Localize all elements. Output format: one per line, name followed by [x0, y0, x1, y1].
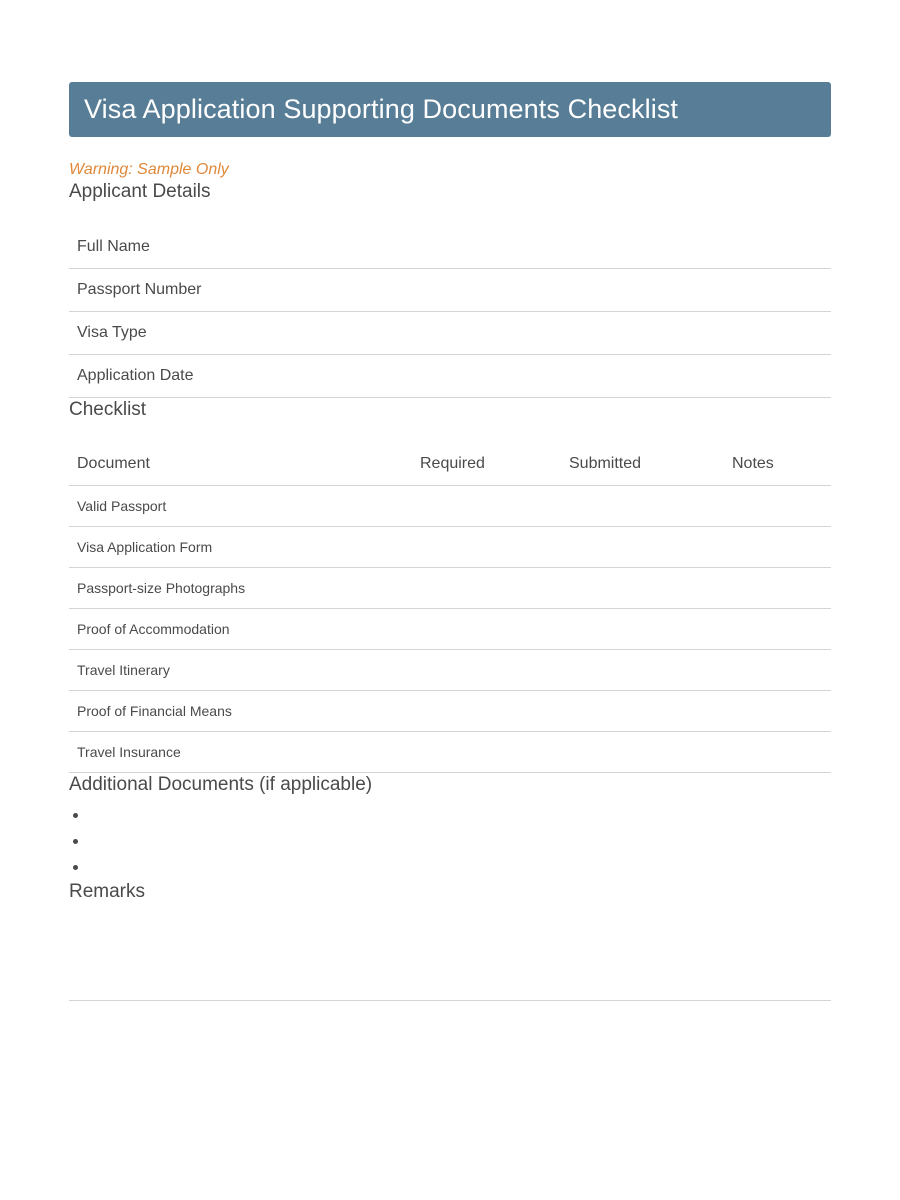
document-cell: Proof of Accommodation [69, 609, 412, 650]
document-cell: Proof of Financial Means [69, 691, 412, 732]
notes-cell [724, 609, 831, 650]
table-row [69, 691, 831, 732]
remarks-area [69, 1000, 831, 1001]
required-cell [412, 609, 561, 650]
additional-documents-heading: Additional Documents (if applicable) [69, 774, 373, 795]
detail-row-application-date [69, 355, 831, 398]
list-item [69, 828, 831, 854]
detail-row-full-name [69, 226, 831, 269]
detail-row-passport-number [69, 269, 831, 312]
detail-label: Application Date [77, 367, 194, 384]
notes-cell [724, 650, 831, 691]
submitted-cell [561, 732, 724, 773]
required-cell [412, 691, 561, 732]
document-cell: Travel Itinerary [69, 650, 412, 691]
list-item [69, 802, 831, 828]
column-header-document: Document [69, 443, 412, 486]
list-item [69, 854, 831, 880]
submitted-cell [561, 527, 724, 568]
remarks-heading: Remarks [69, 881, 146, 902]
column-header-submitted: Submitted [561, 443, 724, 486]
table-row [69, 568, 831, 609]
bullet-icon [73, 813, 78, 818]
submitted-cell [561, 486, 724, 527]
applicant-details-table [69, 226, 831, 398]
required-cell [412, 486, 561, 527]
page-title: Visa Application Supporting Documents Checklist [84, 94, 679, 124]
applicant-details-heading: Applicant Details [69, 181, 211, 202]
document-cell: Visa Application Form [69, 527, 412, 568]
table-row [69, 527, 831, 568]
notes-cell [724, 527, 831, 568]
required-cell [412, 732, 561, 773]
notes-cell [724, 691, 831, 732]
detail-row-visa-type [69, 312, 831, 355]
checklist-page [69, 82, 831, 1001]
table-row [69, 609, 831, 650]
submitted-cell [561, 568, 724, 609]
bullet-icon [73, 839, 78, 844]
required-cell [412, 650, 561, 691]
detail-label: Full Name [77, 238, 150, 255]
checklist-table [69, 443, 831, 773]
document-cell: Passport-size Photographs [69, 568, 412, 609]
table-row [69, 486, 831, 527]
submitted-cell [561, 650, 724, 691]
submitted-cell [561, 691, 724, 732]
detail-label: Visa Type [77, 324, 147, 341]
notes-cell [724, 732, 831, 773]
bullet-icon [73, 865, 78, 870]
title-bar [69, 82, 831, 137]
detail-label: Passport Number [77, 281, 202, 298]
submitted-cell [561, 609, 724, 650]
sample-warning: Warning: Sample Only [69, 161, 229, 178]
checklist-header-row [69, 443, 831, 486]
table-row [69, 732, 831, 773]
checklist-heading: Checklist [69, 399, 147, 420]
column-header-notes: Notes [724, 443, 831, 486]
notes-cell [724, 486, 831, 527]
column-header-required: Required [412, 443, 561, 486]
required-cell [412, 527, 561, 568]
notes-cell [724, 568, 831, 609]
table-row [69, 650, 831, 691]
required-cell [412, 568, 561, 609]
additional-documents-list [69, 802, 831, 880]
document-cell: Travel Insurance [69, 732, 412, 773]
document-cell: Valid Passport [69, 486, 412, 527]
